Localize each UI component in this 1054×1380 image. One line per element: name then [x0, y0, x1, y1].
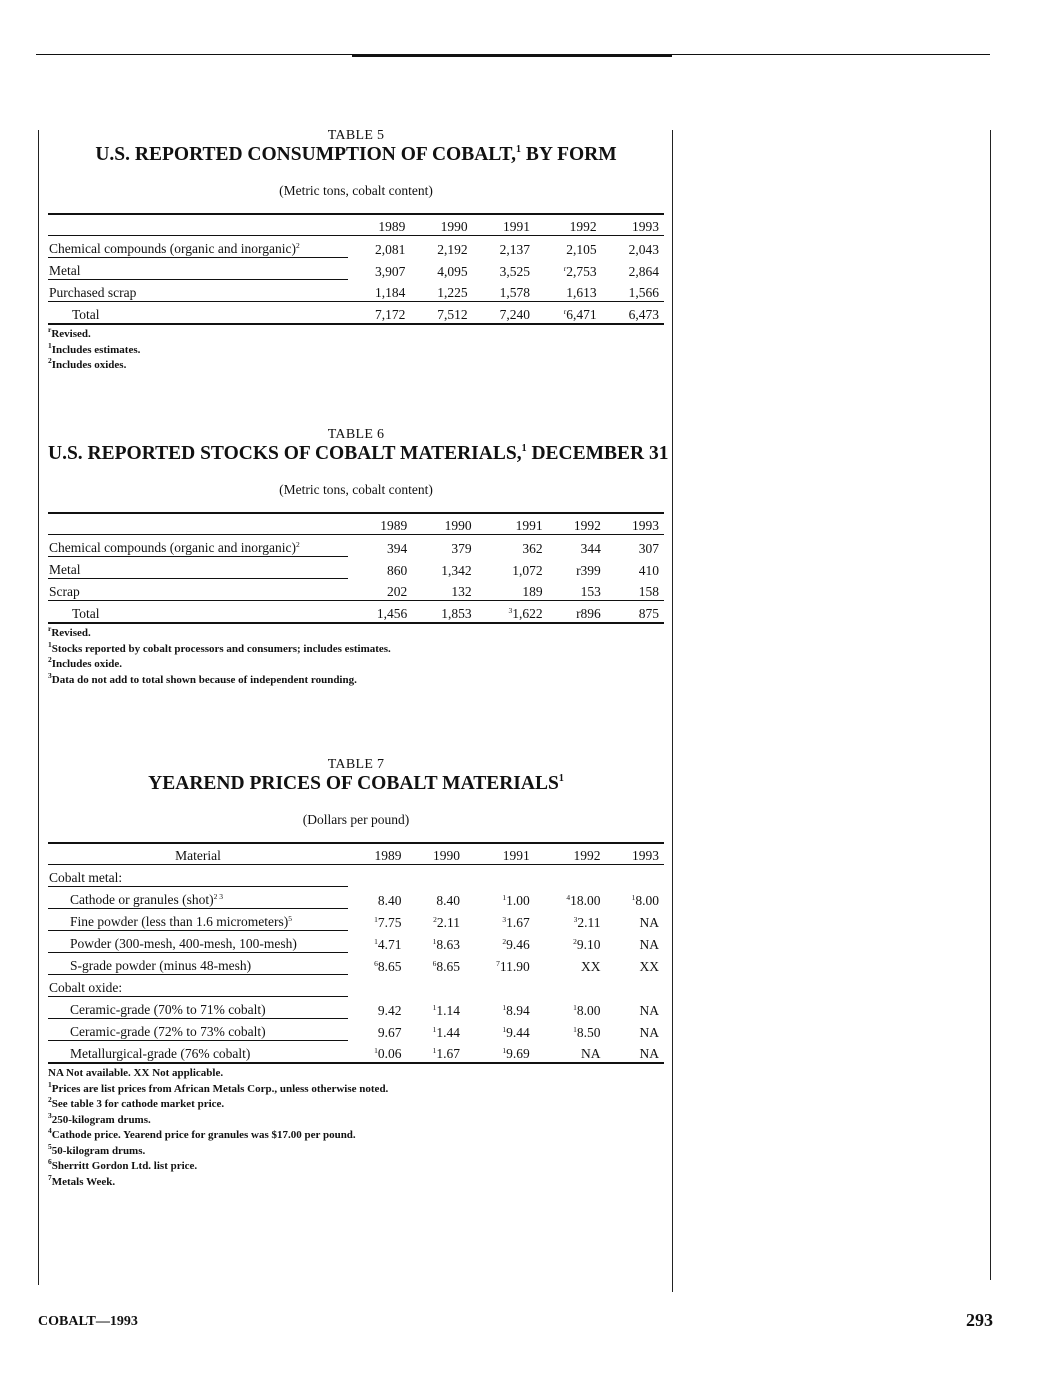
value-cell: 2,864: [628, 263, 659, 279]
value-cell: $^1$1.44: [432, 1024, 460, 1040]
value-cell: 2,105: [566, 241, 597, 257]
year-header: 1989: [380, 518, 408, 533]
footnote-mark: 3: [48, 670, 52, 680]
value-cell: 1,578: [499, 285, 530, 300]
footnote-line: $^3$Data do not add to total shown because of independent rounding.: [48, 670, 357, 686]
footnote-mark: 1: [432, 936, 437, 946]
table-row: [48, 887, 664, 909]
year-header: 1993: [632, 518, 659, 533]
value-cell: $^3$1.67: [502, 914, 530, 930]
value-cell: $^2$2.11: [433, 914, 460, 930]
footnote-mark: r: [48, 624, 52, 633]
empty-cell: [535, 865, 606, 887]
footnote-mark: 7: [496, 958, 500, 968]
footnote-mark: 2: [48, 1095, 52, 1104]
value-cell: XX: [639, 958, 659, 974]
value-cell: $^2$9.10: [573, 936, 601, 952]
total-label: Total: [72, 307, 100, 322]
table7-unit: (Dollars per pound): [302, 812, 410, 827]
footnote-mark: 1: [573, 1002, 577, 1012]
value-cell: NA: [639, 936, 659, 952]
value-cell: 1,456: [348, 601, 412, 624]
value-cell: 362: [522, 540, 543, 556]
value-cell: 379: [451, 540, 472, 556]
value-cell: 1,072: [512, 562, 543, 578]
top-rule-accent: [352, 55, 672, 57]
table5-unit: (Metric tons, cobalt content): [279, 183, 433, 198]
material-header: Material: [175, 848, 221, 863]
footnote-line: $^7$Metals Week.: [48, 1172, 116, 1188]
table-row: [48, 236, 664, 258]
value-cell: 9.42: [377, 1002, 402, 1018]
value-cell: $^1$8.63: [432, 936, 460, 952]
footnote-mark: 2: [573, 936, 577, 946]
table-row: [48, 1041, 664, 1064]
value-cell: 7,240: [473, 302, 535, 325]
row-label: Purchased scrap: [48, 280, 348, 302]
total-row: [48, 601, 664, 624]
running-footer: COBALT—1993: [38, 1314, 138, 1329]
footnote-line: $^r$Revised.: [48, 325, 91, 340]
year-header: 1991: [502, 848, 530, 863]
footnote-mark: 1: [502, 1046, 507, 1055]
footnote-mark: 1: [573, 1024, 577, 1034]
footnote-line: $^r$Revised.: [48, 624, 91, 639]
table-row: [48, 535, 664, 557]
footnote-mark: 3: [502, 914, 507, 924]
value-cell: 3,907: [374, 263, 406, 279]
year-header: 1991: [502, 219, 530, 234]
footnote-mark: 2: [295, 241, 300, 250]
value-cell: 410: [638, 562, 659, 578]
year-header: 1991: [515, 518, 543, 533]
right-column-rule: [990, 130, 991, 1280]
value-cell: $^6$8.65: [374, 958, 402, 974]
footnote-mark: 5: [288, 914, 292, 923]
footnote-mark: 7: [48, 1172, 52, 1182]
value-cell: NA: [580, 1046, 601, 1061]
empty-cell: [465, 865, 535, 887]
table7-number: TABLE 7: [327, 757, 385, 772]
value-cell: 6,473: [602, 302, 664, 325]
row-label: Ceramic-grade (70% to 71% cobalt): [48, 997, 348, 1019]
footnote-mark: 1: [502, 1024, 507, 1034]
footnote-mark: 3: [573, 914, 578, 924]
footnote-line: $^1$Includes estimates.: [48, 340, 141, 356]
footnote-line: $^1$Stocks reported by cobalt processors and consumers; includes estimates.: [48, 639, 391, 655]
year-header: 1992: [573, 518, 601, 533]
table5-number: TABLE 5: [327, 128, 385, 143]
value-cell: 860: [387, 562, 408, 578]
table-row: [48, 1019, 664, 1041]
year-header: 1993: [632, 848, 659, 863]
value-cell: $^1$8.00: [573, 1002, 601, 1018]
empty-cell: [465, 975, 535, 997]
value-cell: 875: [606, 601, 664, 624]
footnote-mark: 2 3: [213, 892, 223, 901]
value-cell: $^2$9.46: [502, 936, 530, 952]
row-label: Metal: [48, 557, 348, 579]
value-cell: $^r$2,753: [563, 263, 597, 279]
value-cell: $^1$9.69: [502, 1046, 530, 1061]
value-cell: 8.40: [436, 892, 460, 908]
value-cell: r399: [576, 562, 601, 578]
value-cell: $^7$11.90: [496, 958, 530, 974]
footnote-mark: 3: [508, 606, 513, 615]
value-cell: NA: [639, 1002, 659, 1018]
footnote-line: NA Not available. XX Not applicable.: [48, 1067, 224, 1079]
table5-title: U.S. REPORTED CONSUMPTION OF COBALT,$^1$ BY FORM: [95, 144, 617, 165]
footnote-mark: 2: [433, 914, 437, 924]
footnote-mark: 6: [48, 1157, 52, 1166]
value-cell: $^1$8.00: [631, 892, 659, 908]
footnote-line: $^2$Includes oxide.: [48, 655, 123, 670]
value-cell: $^1$9.44: [502, 1024, 530, 1040]
footnote-line: $^6$Sherritt Gordon Ltd. list price.: [48, 1157, 198, 1172]
footnote-mark: 2: [502, 936, 507, 946]
total-label: Total: [72, 606, 100, 621]
footnote-mark: 1: [374, 936, 378, 946]
footnote-line: $^2$See table 3 for cathode market price.: [48, 1095, 225, 1110]
value-cell: NA: [639, 914, 659, 930]
value-cell: 1,853: [412, 601, 476, 624]
table6-title: U.S. REPORTED STOCKS OF COBALT MATERIALS,$^1$ DECEMBER 31: [48, 443, 669, 464]
footnote-mark: 1: [48, 1079, 52, 1089]
footnote-mark: 1: [502, 892, 507, 902]
empty-cell: [407, 865, 466, 887]
table5-data: [48, 213, 664, 325]
total-row: [48, 302, 664, 325]
value-cell: XX: [580, 958, 601, 974]
row-label: Metallurgical-grade (76% cobalt): [70, 1046, 251, 1061]
group-label: Cobalt metal:: [48, 865, 348, 887]
value-cell: 3,525: [499, 263, 530, 279]
year-header: 1990: [444, 518, 472, 533]
group-label: Cobalt oxide:: [48, 975, 348, 997]
footnote-mark: 4: [48, 1126, 52, 1135]
row-label: Cathode or granules (shot)$^{2 3}$: [48, 887, 348, 909]
footnote-mark: r: [563, 263, 567, 273]
value-cell: 7,512: [410, 302, 472, 325]
left-column-rule: [38, 130, 39, 1285]
row-label: Chemical compounds (organic and inorganic)$^2$: [48, 535, 348, 557]
value-cell: $^1$0.06: [374, 1046, 402, 1061]
table6-data: [48, 512, 664, 624]
value-cell: 1,225: [437, 285, 468, 300]
year-header: 1989: [374, 848, 402, 863]
footnote-mark: 5: [48, 1141, 52, 1151]
row-label: S-grade powder (minus 48-mesh): [48, 953, 348, 975]
value-cell: 1,184: [374, 285, 406, 300]
value-cell: 344: [580, 540, 601, 556]
value-cell: NA: [639, 1046, 659, 1061]
empty-cell: [407, 975, 466, 997]
value-cell: $^1$8.50: [573, 1024, 601, 1040]
page-number: 293: [966, 1310, 993, 1330]
value-cell: $^1$4.71: [374, 936, 402, 952]
table7-footnotes: [48, 1066, 664, 1190]
value-cell: 394: [387, 540, 408, 556]
footnote-mark: 2: [295, 540, 300, 549]
table7-data: [48, 842, 664, 1064]
footnote-mark: 1: [48, 340, 52, 350]
footnote-mark: 1: [432, 1046, 437, 1055]
value-cell: $^1$1.00: [502, 892, 530, 908]
value-cell: 2,043: [628, 241, 659, 257]
value-cell: $^1$8.94: [502, 1002, 530, 1018]
value-cell: 2,192: [437, 241, 468, 257]
value-cell: 202: [387, 584, 408, 599]
value-cell: 189: [522, 584, 543, 599]
header-blank: [48, 214, 348, 236]
value-cell: $^3$1,622: [477, 601, 548, 624]
row-label: Chemical compounds (organic and inorganic)$^2$: [48, 236, 348, 258]
footnote-mark: 6: [432, 958, 437, 968]
footnote-mark: 1: [374, 1046, 378, 1055]
empty-cell: [535, 975, 606, 997]
footnote-mark: 1: [48, 639, 52, 649]
row-label: Powder (300-mesh, 400-mesh, 100-mesh): [48, 931, 348, 953]
footnote-mark: 6: [374, 958, 378, 968]
footnote-mark: 2: [48, 356, 52, 365]
center-column-rule: [672, 130, 673, 1292]
empty-cell: [348, 975, 407, 997]
year-header: 1989: [378, 219, 406, 234]
value-cell: 1,566: [628, 285, 659, 300]
table-row: [48, 280, 664, 302]
footnote-mark: 1: [631, 892, 636, 902]
year-header: 1993: [632, 219, 659, 234]
value-cell: $^r$6,471: [535, 302, 602, 325]
value-cell: 8.40: [377, 892, 402, 908]
footnote-mark: 1: [502, 1002, 507, 1012]
value-cell: 1,613: [566, 285, 597, 300]
empty-cell: [605, 865, 664, 887]
table7-title: YEAREND PRICES OF COBALT MATERIALS$^1$: [148, 773, 564, 794]
row-label: Scrap: [48, 579, 348, 601]
footnote-line: $^3$250-kilogram drums.: [48, 1110, 151, 1126]
year-header: 1990: [440, 219, 468, 234]
value-cell: $^1$7.75: [374, 914, 402, 930]
value-cell: $^3$2.11: [573, 914, 601, 930]
value-cell: $^1$1.14: [432, 1002, 460, 1018]
footnote-line: $^4$Cathode price. Yearend price for granules was $17.00 per pound.: [48, 1126, 356, 1141]
year-header: 1992: [569, 219, 597, 234]
value-cell: 2,137: [499, 241, 530, 257]
footnote-line: $^5$50-kilogram drums.: [48, 1141, 146, 1157]
value-cell: 2,081: [374, 241, 406, 257]
group-row: [48, 975, 664, 997]
value-cell: 1,342: [441, 562, 472, 578]
table7-block: [48, 757, 664, 1190]
value-cell: r896: [548, 601, 606, 624]
value-cell: NA: [639, 1024, 659, 1040]
table6-footnotes: [48, 626, 664, 688]
footnote-mark: 1: [432, 1024, 437, 1034]
table6-number: TABLE 6: [327, 427, 385, 442]
year-header: 1992: [573, 848, 601, 863]
table-row: [48, 953, 664, 975]
footnote-mark: r: [563, 307, 567, 316]
value-cell: 4,095: [437, 263, 468, 279]
table-row: [48, 997, 664, 1019]
footnote-mark: 2: [48, 655, 52, 664]
table-row: [48, 931, 664, 953]
table6-unit: (Metric tons, cobalt content): [279, 482, 433, 497]
footnote-mark: 1: [432, 1002, 437, 1012]
empty-cell: [605, 975, 664, 997]
value-cell: 132: [451, 584, 472, 599]
footnote-mark: 4: [566, 892, 571, 902]
empty-cell: [348, 865, 407, 887]
footnote-mark: r: [48, 325, 52, 334]
table-row: [48, 557, 664, 579]
value-cell: 153: [580, 584, 601, 599]
table5-block: [48, 128, 664, 374]
table6-block: [48, 427, 669, 688]
table5-footnotes: [48, 327, 664, 374]
footnote-line: $^2$Includes oxides.: [48, 356, 127, 371]
value-cell: 7,172: [348, 302, 410, 325]
year-header: 1990: [433, 848, 460, 863]
table-row: [48, 579, 664, 601]
header-blank: [48, 513, 348, 535]
footnote-line: $^1$Prices are list prices from African Metals Corp., unless otherwise noted.: [48, 1079, 389, 1095]
row-label: Fine powder (less than 1.6 micrometers)$^5$: [48, 909, 348, 931]
footnote-mark: 3: [48, 1110, 52, 1120]
value-cell: 9.67: [377, 1024, 402, 1040]
value-cell: $^4$18.00: [566, 892, 601, 908]
row-label: Ceramic-grade (72% to 73% cobalt): [48, 1019, 348, 1041]
group-row: [48, 865, 664, 887]
value-cell: $^1$1.67: [432, 1046, 460, 1061]
value-cell: 158: [638, 584, 659, 599]
value-cell: $^6$8.65: [432, 958, 460, 974]
row-label: Metal: [48, 258, 348, 280]
footnote-mark: 1: [374, 914, 378, 924]
table-row: [48, 909, 664, 931]
value-cell: 307: [638, 540, 659, 556]
table-row: [48, 258, 664, 280]
